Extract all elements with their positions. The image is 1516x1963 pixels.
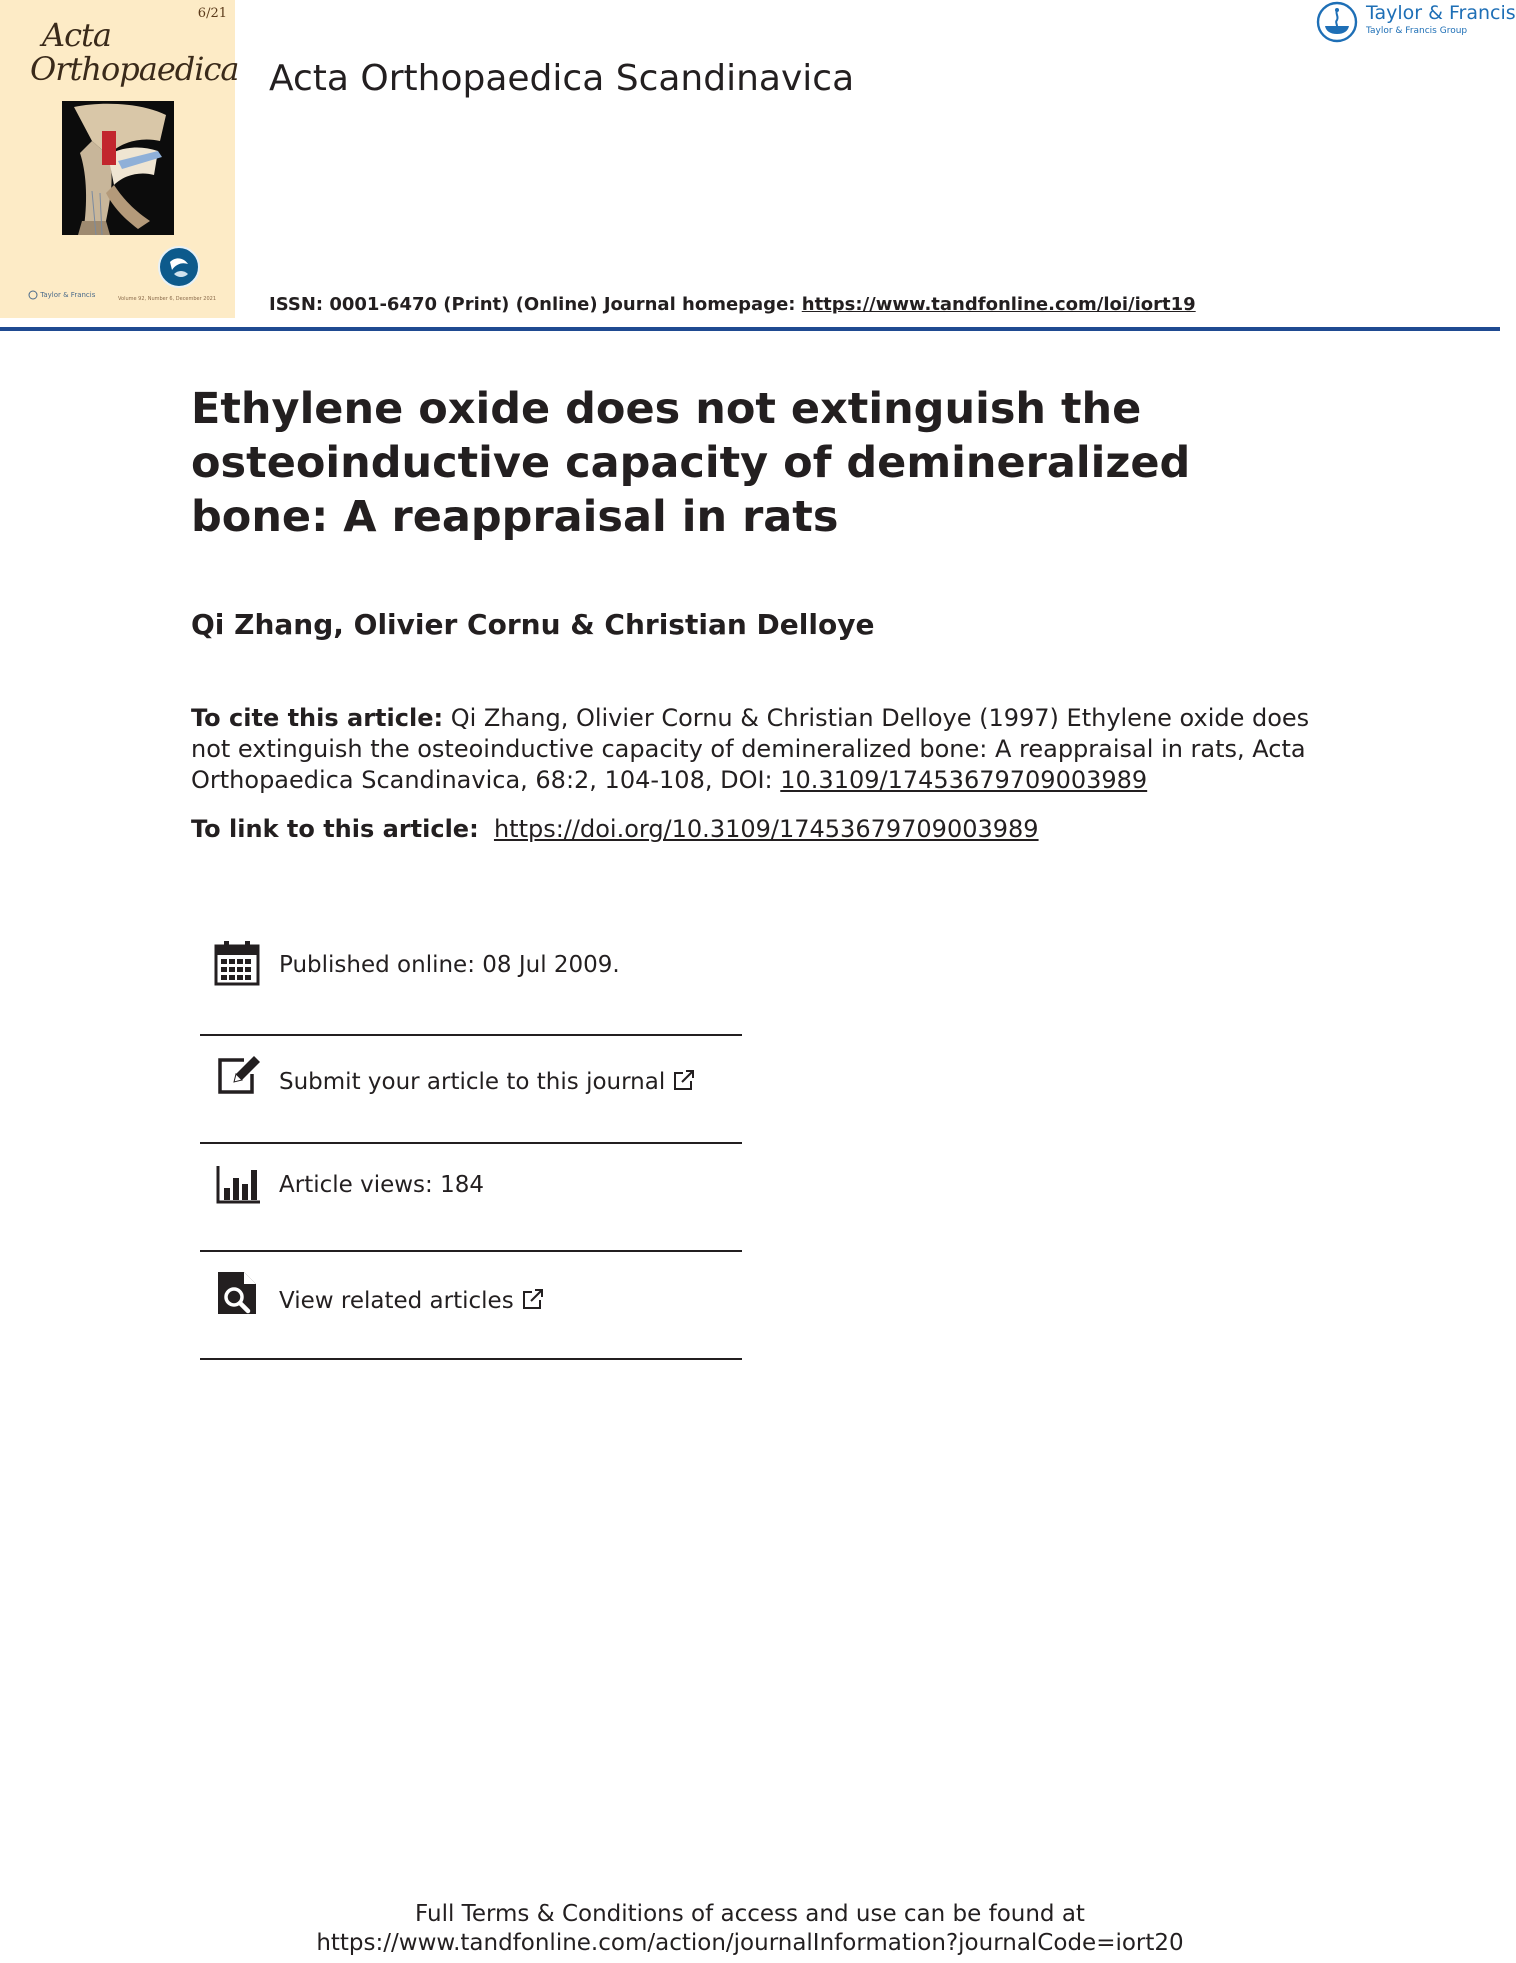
citation-text: Qi Zhang, Olivier Cornu & Christian Delloye (1997) Ethylene oxide does not extinguish the osteoinductive capacity of demineralized bone: A reappraisal in rats, Acta Orthopaedica Scandinavica, 68:2, 104-108, DOI: [191, 704, 1310, 794]
cover-artwork [62, 101, 174, 235]
external-link-icon [522, 1288, 544, 1310]
submit-article-text: Submit your article to this journal [279, 1069, 666, 1095]
calendar-icon [214, 940, 260, 986]
article-views-text: Article views: 184 [279, 1172, 485, 1198]
external-link-icon [673, 1069, 695, 1091]
submit-article-row[interactable] [200, 1050, 742, 1110]
document-search-icon [214, 1270, 260, 1316]
info-divider [200, 1034, 742, 1036]
info-divider [200, 1358, 742, 1360]
submit-article-link[interactable] [279, 1069, 695, 1095]
cover-publisher-icon [28, 290, 38, 300]
article-link [191, 815, 1039, 843]
article-title: Ethylene oxide does not extinguish the osteoinductive capacity of demineralized bone: A reappraisal in rats [191, 384, 1191, 542]
publisher-name: Taylor & Francis [1366, 2, 1516, 24]
cover-title-line1: Acta [42, 16, 111, 54]
related-articles-link[interactable] [279, 1288, 544, 1314]
publisher-logo[interactable] [1313, 0, 1516, 46]
cover-artwork-graphic [62, 101, 174, 235]
cover-publisher-name: Taylor & Francis [40, 291, 96, 299]
issn-line [269, 294, 1196, 315]
related-articles-row[interactable] [200, 1268, 742, 1328]
publisher-group: Taylor & Francis Group [1366, 26, 1468, 36]
cover-seal-icon [158, 246, 200, 288]
header-rule [0, 327, 1500, 331]
article-link-label: To link to this article: [191, 815, 479, 843]
cover-issue-number: 6/21 [197, 6, 227, 21]
published-online-text: Published online: 08 Jul 2009. [279, 952, 620, 978]
article-views-row [200, 1160, 742, 1220]
citation-label: To cite this article: [191, 704, 444, 732]
terms-footer [0, 1900, 1500, 1958]
terms-footer-link[interactable]: https://www.tandfonline.com/action/journalInformation?journalCode=iort20 [316, 1930, 1184, 1956]
citation [191, 703, 1311, 796]
cover-publisher-mark [28, 290, 95, 300]
journal-name: Acta Orthopaedica Scandinavica [269, 58, 855, 99]
article-doi-url-link[interactable]: https://doi.org/10.3109/17453679709003989 [493, 815, 1039, 843]
doi-link[interactable]: 10.3109/17453679709003989 [780, 766, 1148, 794]
issn-text: ISSN: 0001-6470 (Print) (Online) Journal homepage: [269, 294, 802, 315]
article-authors: Qi Zhang, Olivier Cornu & Christian Delloye [191, 608, 875, 641]
related-articles-text: View related articles [279, 1288, 514, 1314]
cover-title [30, 18, 238, 86]
info-divider [200, 1250, 742, 1252]
cover-title-line2: Orthopaedica [30, 50, 239, 88]
published-online-row [200, 940, 742, 1000]
journal-homepage-link[interactable]: https://www.tandfonline.com/loi/iort19 [801, 294, 1196, 315]
cover-volume-line: Volume 92, Number 6, December 2021 [118, 296, 217, 302]
journal-cover-image [0, 0, 239, 318]
publisher-logo-icon [1315, 0, 1359, 44]
info-divider [200, 1142, 742, 1144]
terms-footer-line1: Full Terms & Conditions of access and use can be found at [415, 1901, 1085, 1927]
bar-chart-icon [214, 1162, 260, 1208]
edit-icon [214, 1052, 260, 1098]
